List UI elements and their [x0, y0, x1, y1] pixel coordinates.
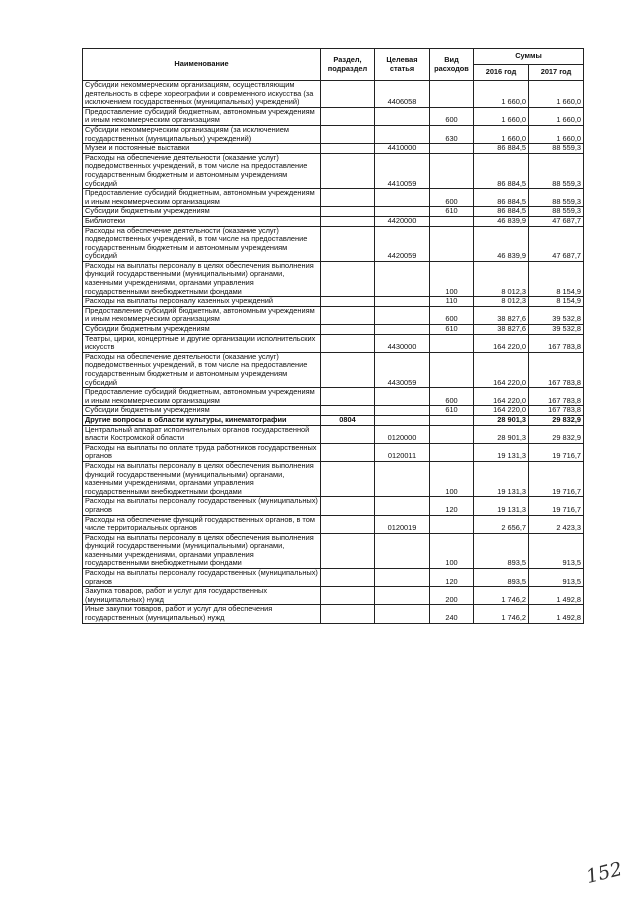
row-section [321, 533, 375, 568]
row-kind [430, 415, 474, 425]
row-section [321, 569, 375, 587]
row-2017: 167 783,8 [529, 406, 584, 416]
row-section [321, 352, 375, 387]
row-article [375, 388, 430, 406]
row-2017: 167 783,8 [529, 388, 584, 406]
row-2016: 1 746,2 [474, 587, 529, 605]
table-row [83, 461, 584, 496]
row-name: Субсидии некоммерческим организациям, осуществляющим деятельность в сфере хореографии и современного искусства (за исключением государственных (муниципальных) учреждений) [83, 81, 321, 108]
table-row [83, 226, 584, 261]
row-article [375, 325, 430, 335]
row-kind: 200 [430, 587, 474, 605]
row-section [321, 216, 375, 226]
row-section: 0804 [321, 415, 375, 425]
row-article [375, 261, 430, 296]
row-2017: 88 559,3 [529, 153, 584, 188]
row-2016: 893,5 [474, 569, 529, 587]
row-section [321, 388, 375, 406]
row-2017: 1 492,8 [529, 605, 584, 623]
table-row [83, 144, 584, 154]
row-name: Расходы на обеспечение деятельности (оказание услуг) подведомственных учреждений, в том числе на предоставление государственным бюджетным и автономным учреждениям субсидий [83, 226, 321, 261]
row-2016: 38 827,6 [474, 325, 529, 335]
row-kind [430, 81, 474, 108]
header-kind: Вид расходов [430, 49, 474, 81]
row-section [321, 425, 375, 443]
row-article [375, 533, 430, 568]
row-2016: 19 131,3 [474, 461, 529, 496]
table-row [83, 189, 584, 207]
row-article: 4406058 [375, 81, 430, 108]
row-name: Расходы на обеспечение деятельности (оказание услуг) подведомственных учреждений, в том числе на предоставление государственным бюджетным и автономным учреждениям субсидий [83, 352, 321, 387]
row-name: Субсидии бюджетным учреждениям [83, 406, 321, 416]
table-row [83, 325, 584, 335]
row-2016: 164 220,0 [474, 388, 529, 406]
row-article: 4410000 [375, 144, 430, 154]
row-article [375, 587, 430, 605]
row-name: Другие вопросы в области культуры, кинематографии [83, 415, 321, 425]
row-2016: 19 131,3 [474, 443, 529, 461]
row-2017: 167 783,8 [529, 352, 584, 387]
row-section [321, 144, 375, 154]
row-section [321, 153, 375, 188]
row-kind: 600 [430, 306, 474, 324]
row-2017: 167 783,8 [529, 334, 584, 352]
row-2017: 2 423,3 [529, 515, 584, 533]
row-2016: 8 012,3 [474, 297, 529, 307]
row-section [321, 189, 375, 207]
row-section [321, 107, 375, 125]
table-row [83, 261, 584, 296]
table-row [83, 425, 584, 443]
row-kind: 600 [430, 388, 474, 406]
row-2016: 2 656,7 [474, 515, 529, 533]
row-2016: 38 827,6 [474, 306, 529, 324]
row-article [375, 125, 430, 143]
header-2017: 2017 год [529, 65, 584, 81]
row-2016: 1 660,0 [474, 107, 529, 125]
table-row [83, 415, 584, 425]
row-name: Театры, цирки, концертные и другие организации исполнительских искусств [83, 334, 321, 352]
row-2016: 46 839,9 [474, 226, 529, 261]
header-sums: Суммы [474, 49, 584, 65]
row-kind: 600 [430, 189, 474, 207]
row-article: 4430000 [375, 334, 430, 352]
row-2017: 1 660,0 [529, 81, 584, 108]
table-row [83, 406, 584, 416]
table-row [83, 443, 584, 461]
row-2016: 1 746,2 [474, 605, 529, 623]
table-row [83, 352, 584, 387]
row-section [321, 81, 375, 108]
row-2016: 46 839,9 [474, 216, 529, 226]
row-kind: 240 [430, 605, 474, 623]
row-kind: 120 [430, 569, 474, 587]
row-2016: 164 220,0 [474, 352, 529, 387]
table-row [83, 153, 584, 188]
row-name: Субсидии бюджетным учреждениям [83, 207, 321, 217]
row-2016: 164 220,0 [474, 406, 529, 416]
row-name: Предоставление субсидий бюджетным, автономным учреждениям и иным некоммерческим организациям [83, 306, 321, 324]
table-row [83, 533, 584, 568]
row-kind [430, 352, 474, 387]
table-row [83, 497, 584, 515]
row-2017: 47 687,7 [529, 216, 584, 226]
row-article [375, 569, 430, 587]
row-section [321, 226, 375, 261]
row-2017: 88 559,3 [529, 144, 584, 154]
table-row [83, 306, 584, 324]
row-2017: 1 492,8 [529, 587, 584, 605]
table-row [83, 334, 584, 352]
row-kind [430, 443, 474, 461]
row-article [375, 107, 430, 125]
row-2017: 19 716,7 [529, 497, 584, 515]
row-2016: 28 901,3 [474, 415, 529, 425]
row-section [321, 497, 375, 515]
row-section [321, 207, 375, 217]
table-row [83, 216, 584, 226]
header-name: Наименование [83, 49, 321, 81]
row-name: Расходы на выплаты персоналу в целях обеспечения выполнения функций государственными (муниципальными) органами, казенными учреждениями, органами управления государственными внебюджетными фондами [83, 533, 321, 568]
row-article [375, 461, 430, 496]
row-section [321, 325, 375, 335]
header-article: Целевая статья [375, 49, 430, 81]
row-section [321, 515, 375, 533]
row-section [321, 125, 375, 143]
row-2017: 8 154,9 [529, 261, 584, 296]
row-kind: 610 [430, 207, 474, 217]
row-kind: 630 [430, 125, 474, 143]
budget-table [82, 48, 584, 624]
row-2017: 39 532,8 [529, 325, 584, 335]
row-article: 4420059 [375, 226, 430, 261]
row-kind [430, 153, 474, 188]
row-kind [430, 515, 474, 533]
table-row [83, 605, 584, 623]
budget-sheet [82, 48, 583, 624]
row-section [321, 461, 375, 496]
row-name: Расходы на выплаты персоналу государственных (муниципальных) органов [83, 497, 321, 515]
row-2016: 28 901,3 [474, 425, 529, 443]
row-section [321, 605, 375, 623]
row-name: Центральный аппарат исполнительных органов государственной власти Костромской области [83, 425, 321, 443]
row-kind: 100 [430, 533, 474, 568]
row-name: Расходы на выплаты персоналу государственных (муниципальных) органов [83, 569, 321, 587]
table-row [83, 569, 584, 587]
row-2017: 88 559,3 [529, 189, 584, 207]
row-kind: 100 [430, 261, 474, 296]
row-kind: 600 [430, 107, 474, 125]
row-section [321, 406, 375, 416]
table-row [83, 207, 584, 217]
table-row [83, 107, 584, 125]
row-2017: 39 532,8 [529, 306, 584, 324]
row-kind [430, 425, 474, 443]
row-2017: 913,5 [529, 569, 584, 587]
row-kind: 110 [430, 297, 474, 307]
row-2017: 29 832,9 [529, 415, 584, 425]
row-2016: 86 884,5 [474, 189, 529, 207]
row-name: Расходы на выплаты персоналу в целях обеспечения выполнения функций государственными (муниципальными) органами, казенными учреждениями, органами управления государственными внебюджетными фондами [83, 461, 321, 496]
row-article [375, 207, 430, 217]
row-name: Предоставление субсидий бюджетным, автономным учреждениям и иным некоммерческим организациям [83, 388, 321, 406]
row-article [375, 406, 430, 416]
row-2016: 86 884,5 [474, 207, 529, 217]
header-2016: 2016 год [474, 65, 529, 81]
row-name: Предоставление субсидий бюджетным, автономным учреждениям и иным некоммерческим организациям [83, 107, 321, 125]
row-name: Музеи и постоянные выставки [83, 144, 321, 154]
row-section [321, 443, 375, 461]
row-article: 0120000 [375, 425, 430, 443]
row-2017: 47 687,7 [529, 226, 584, 261]
row-article [375, 415, 430, 425]
row-name: Субсидии бюджетным учреждениям [83, 325, 321, 335]
row-name: Закупка товаров, работ и услуг для государственных (муниципальных) нужд [83, 587, 321, 605]
row-kind [430, 334, 474, 352]
row-name: Субсидии некоммерческим организациям (за исключением государственных (муниципальных) учреждений) [83, 125, 321, 143]
row-2016: 1 660,0 [474, 81, 529, 108]
row-name: Расходы на выплаты персоналу в целях обеспечения выполнения функций государственными (муниципальными) органами, казенными учреждениями, органами управления государственными внебюджетными фондами [83, 261, 321, 296]
row-kind: 120 [430, 497, 474, 515]
row-section [321, 587, 375, 605]
table-row [83, 388, 584, 406]
row-section [321, 334, 375, 352]
table-row [83, 587, 584, 605]
row-article [375, 297, 430, 307]
row-section [321, 297, 375, 307]
table-row [83, 297, 584, 307]
row-kind [430, 226, 474, 261]
row-article [375, 189, 430, 207]
row-2016: 1 660,0 [474, 125, 529, 143]
row-2017: 1 660,0 [529, 125, 584, 143]
row-kind: 100 [430, 461, 474, 496]
row-section [321, 306, 375, 324]
header-section: Раздел, подраздел [321, 49, 375, 81]
row-2017: 913,5 [529, 533, 584, 568]
table-row [83, 125, 584, 143]
row-kind: 610 [430, 325, 474, 335]
row-kind: 610 [430, 406, 474, 416]
row-2017: 88 559,3 [529, 207, 584, 217]
row-article: 0120019 [375, 515, 430, 533]
row-kind [430, 144, 474, 154]
row-name: Расходы на обеспечение деятельности (оказание услуг) подведомственных учреждений, в том числе на предоставление государственным бюджетным и автономным учреждениям субсидий [83, 153, 321, 188]
row-kind [430, 216, 474, 226]
row-name: Расходы на обеспечение функций государственных органов, в том числе территориальных органов [83, 515, 321, 533]
row-name: Иные закупки товаров, работ и услуг для обеспечения государственных (муниципальных) нужд [83, 605, 321, 623]
row-2016: 19 131,3 [474, 497, 529, 515]
row-article [375, 497, 430, 515]
table-row [83, 81, 584, 108]
row-article [375, 605, 430, 623]
page-number: 152 [583, 857, 625, 889]
row-article: 4420000 [375, 216, 430, 226]
row-section [321, 261, 375, 296]
row-2016: 86 884,5 [474, 153, 529, 188]
row-name: Расходы на выплаты персоналу казенных учреждений [83, 297, 321, 307]
row-article [375, 306, 430, 324]
row-2017: 19 716,7 [529, 443, 584, 461]
row-2016: 164 220,0 [474, 334, 529, 352]
row-2016: 86 884,5 [474, 144, 529, 154]
row-2017: 29 832,9 [529, 425, 584, 443]
row-article: 4410059 [375, 153, 430, 188]
row-2017: 19 716,7 [529, 461, 584, 496]
row-article: 0120011 [375, 443, 430, 461]
table-row [83, 515, 584, 533]
row-2017: 8 154,9 [529, 297, 584, 307]
row-name: Расходы на выплаты по оплате труда работников государственных органов [83, 443, 321, 461]
table-body [83, 81, 584, 624]
row-name: Библиотеки [83, 216, 321, 226]
row-name: Предоставление субсидий бюджетным, автономным учреждениям и иным некоммерческим организациям [83, 189, 321, 207]
row-2016: 893,5 [474, 533, 529, 568]
row-article: 4430059 [375, 352, 430, 387]
row-2016: 8 012,3 [474, 261, 529, 296]
row-2017: 1 660,0 [529, 107, 584, 125]
